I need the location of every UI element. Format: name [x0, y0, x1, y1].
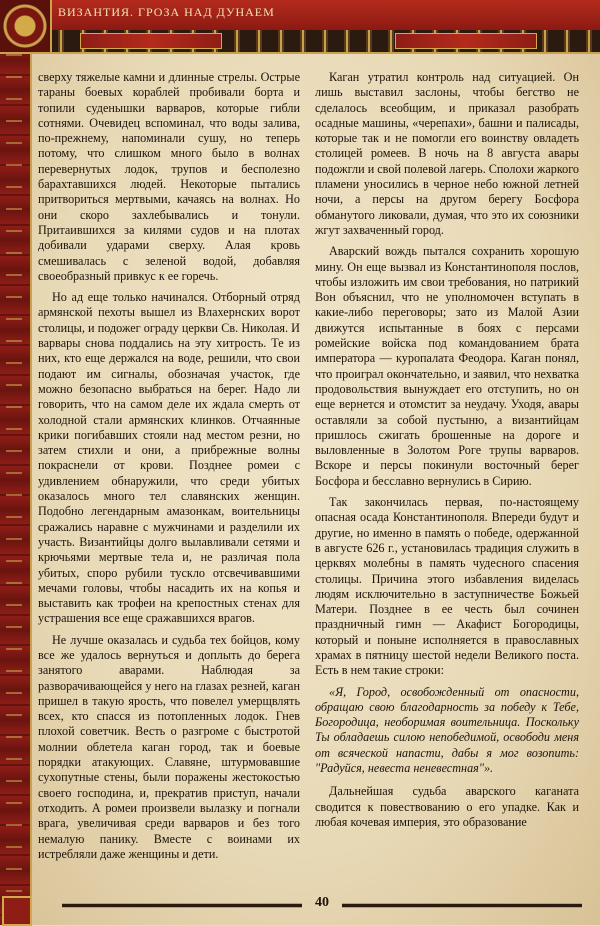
- paragraph: Не лучше оказалась и судьба тех бойцов, кому все же удалось вернуться и доплыть до берега занятого аварами. Наблюдая за разворачивающейся у него на глазах резней, каган пришел в такую ярость, что повелел умерщвлять всех, кто спасся из потопленных лодок. Гнев плохой советчик. Весть о разгроме с быстротой молнии облетела каган город, так и боевые порядки атакующих. Славяне, штурмовавшие сухопутные стены, были поражены жестокостью своего господина, и, прекратив приступ, начали отходить. А ромеи произвели вылазку и погнали врага, увеличивая среди варваров и без того немалую панику. Вместе с воинами их истребляли даже женщины и дети.: [38, 632, 300, 861]
- corner-tile-ornament: [2, 896, 32, 926]
- footer-rule-right: [342, 903, 582, 908]
- left-column: [38, 70, 300, 862]
- band-accent-right: [395, 33, 537, 49]
- hymn-quote: «Я, Город, освобожденный от опасности, обращаю свою благодарность за победу к Тебе, Богородица, необоримая воительница. Поскольку Ты обладаешь силою непобедимой, освободи меня от всяческой напасти, дабы я мог возопить: "Радуйся, невеста неневестная"».: [315, 684, 579, 776]
- paragraph: Каган утратил контроль над ситуацией. Он лишь выставил заслоны, чтобы бегство не сделалось всеобщим, и приказал разобрать осадные машины, «черепахи», башни и палисады, которые так и не помогли его воинству овладеть столицей ромеев. В ночь на 8 августа авары подожгли и свой полевой лагерь. Сполохи жаркого пламени уносились в черное небо южной летней ночи, а персы на другом берегу Босфора обманутого ликовали, думая, что это их союзники жгут захваченный город.: [315, 70, 580, 237]
- footer-rule-left: [62, 903, 302, 908]
- paragraph: Дальнейшая судьба аварского каганата сводится к повествованию о его упадке. Как и любая кочевая империя, это образование: [315, 784, 579, 829]
- paragraph: Аварский вождь пытался сохранить хорошую мину. Он еще вызвал из Константинополя послов, чтобы изложить им свои требования, но патрикий Вон объяснил, что не уполномочен вступать в какие-либо переговоры; зато из Малой Азии движутся испытанные в боях с персами ромейские войска под командованием брата императора — куропалата Феодора. Каган понял, что проиграл окончательно, и заявил, что нехватка продовольствия вынуждает его отступить, но он еще вернется и отомстит за неудачу. Уходя, авары оставляли за собой пустыню, а византийцам пришлось сжигать брошенные на дороге и выловленные в Золотом Роге трупы варваров. Вскоре и персы покинули восточный берег Босфора и бесславно вернулись в Сирию.: [315, 244, 579, 488]
- paragraph: Но ад еще только начинался. Отборный отряд армянской пехоты вышел из Влахернских ворот столицы, и подожег ограду церкви Св. Николая. И варвары снова поддались на эту хитрость. Те из них, кто еще держался на воде, решили, что свои подают им сигналы, обозначая участок, где можно безопасно выбраться на берег. Надо ли говорить, что на самом деле их ждала смерть от холодной стали армянских клинков. Отчаянные крики погибавших стояли над местом резни, но затем стихли и они, а прибрежные волны покраснели от крови. Позднее ромеи с удивлением обнаружили, что среди убитых оказалось много тел славянских женщин. Подобно легендарным амазонкам, воительницы сражались наравне с мужчинами и разделили их участь. Византийцы долго вылавливали сетями и крючьями мертвые тела и, не различая пола убитых, споро рубили тускло отсвечивавшими мечами головы, чтобы насадить их на копья и выставить как трофеи на крепостных стенах для устрашения все еще сражавшихся врагов.: [38, 290, 300, 626]
- left-ornamental-border: [0, 0, 32, 925]
- right-column: [315, 70, 579, 830]
- page-number: 40: [315, 895, 329, 910]
- running-title: ВИЗАНТИЯ. ГРОЗА НАД ДУНАЕМ: [58, 5, 275, 19]
- corner-ornament-icon: [0, 0, 52, 54]
- page-footer: [32, 893, 600, 915]
- band-accent-left: [80, 33, 222, 49]
- paragraph: сверху тяжелые камни и длинные стрелы. Острые тараны боевых кораблей пробивали борта и топили суденышки варваров, которые гибли сотнями. Очевидец вспоминал, что воды залива, по-прежнему, напоминали сушу, но теперь потому, что слишком много было в волнах перевернутых лодок, трупов и бесполезно барахтавшихся людей. Некоторые пытались притвориться мертвыми, качаясь на волнах. Но они скоро захлебывались и тонули. Притаившихся за килями судов и на плотах добивали ударами сверху. Алая кровь смешивалась с зеленой водой, добавляя своеобразный привкус к ее горечь.: [38, 70, 300, 283]
- paragraph: Так закончилась первая, по-настоящему опасная осада Константинополя. Впереди будут и другие, но именно в память о победе, одержанной в августе 626 г., установилась традиция служить в церквях молебны в память чудесного спасения столицы. Причина этого избавления виделась людям исключительно в заступничестве Божьей Матери. Позднее в ее честь был сочинен праздничный гимн — Акафист Богородицы, который и поныне исполняется в православных храмах в пятницу шестой недели Великого поста. Есть в нем такие строки:: [315, 495, 579, 678]
